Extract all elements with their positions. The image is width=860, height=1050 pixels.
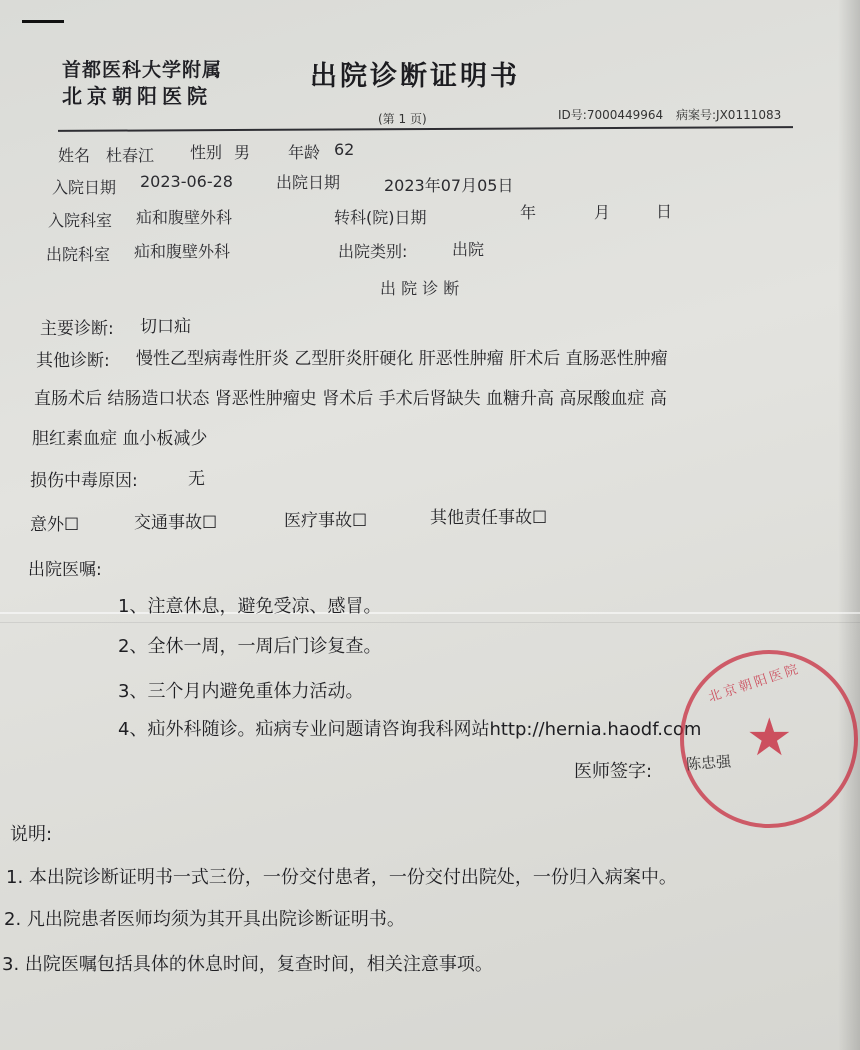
injury-cause: 无 bbox=[188, 469, 205, 489]
other-diagnosis-line2: 直肠术后 结肠造口状态 肾恶性肿瘤史 肾术后 手术后肾缺失 血糖升高 高尿酸血症 高 bbox=[34, 389, 667, 409]
discharge-dept-label: 出院科室 bbox=[46, 245, 111, 264]
patient-name: 杜春江 bbox=[106, 146, 155, 165]
sex-label: 性别 bbox=[190, 143, 223, 162]
hospital-name-line2: 北京朝阳医院 bbox=[62, 84, 212, 108]
injury-cause-label: 损伤中毒原因: bbox=[30, 471, 138, 491]
stamp-arc-text: 北京朝阳医院 bbox=[706, 661, 803, 706]
discharge-dept: 疝和腹壁外科 bbox=[134, 242, 231, 261]
patient-age: 62 bbox=[334, 140, 355, 159]
discharge-type: 出院 bbox=[452, 240, 485, 259]
advice-item-1: 1、注意休息，避免受凉、感冒。 bbox=[118, 596, 382, 617]
other-diagnosis-label: 其他诊断: bbox=[36, 351, 110, 371]
discharge-date: 2023年07月05日 bbox=[384, 176, 514, 195]
age-label: 年龄 bbox=[288, 143, 321, 162]
paper-fold-shadow bbox=[0, 622, 860, 623]
transfer-day: 日 bbox=[656, 202, 673, 221]
discharge-type-label: 出院类别: bbox=[338, 242, 408, 261]
advice-item-4: 4、疝外科随诊。疝病专业问题请咨询我科网站http://hernia.haodf.com bbox=[118, 719, 702, 740]
advice-label: 出院医嘱: bbox=[28, 560, 102, 580]
advice-item-2: 2、全休一周，一周后门诊复查。 bbox=[118, 636, 382, 657]
traffic-accident-checkbox: 交通事故☐ bbox=[134, 513, 218, 533]
discharge-date-label: 出院日期 bbox=[276, 173, 341, 192]
admit-dept-label: 入院科室 bbox=[48, 211, 113, 230]
diagnosis-section-title: 出 院 诊 断 bbox=[380, 279, 460, 298]
doctor-signature-label: 医师签字: bbox=[574, 761, 653, 782]
document-title: 出院诊断证明书 bbox=[310, 61, 520, 92]
page-number: (第 1 页) bbox=[378, 112, 427, 126]
name-label: 姓名 bbox=[58, 146, 91, 165]
note-item-1: 1. 本出院诊断证明书一式三份，一份交付患者，一份交付出院处，一份归入病案中。 bbox=[6, 867, 677, 888]
transfer-date-label: 转科(院)日期 bbox=[334, 208, 427, 227]
corner-mark bbox=[22, 20, 64, 23]
other-diagnosis-line3: 胆红素血症 血小板减少 bbox=[32, 429, 208, 449]
other-diagnosis-line1: 慢性乙型病毒性肝炎 乙型肝炎肝硬化 肝恶性肿瘤 肝术后 直肠恶性肿瘤 bbox=[136, 349, 668, 369]
transfer-year: 年 bbox=[520, 203, 537, 222]
main-diagnosis-label: 主要诊断: bbox=[40, 319, 114, 339]
stamp-star-icon: ★ bbox=[746, 708, 793, 768]
medical-accident-checkbox: 医疗事故☐ bbox=[284, 511, 368, 531]
doctor-signature: 陈忠强 bbox=[685, 752, 732, 774]
notes-label: 说明: bbox=[10, 824, 53, 845]
patient-sex: 男 bbox=[234, 143, 251, 162]
official-stamp bbox=[680, 650, 858, 828]
admit-date-label: 入院日期 bbox=[52, 178, 117, 197]
main-diagnosis: 切口疝 bbox=[140, 317, 191, 337]
other-accident-checkbox: 其他责任事故☐ bbox=[430, 508, 548, 528]
accident-checkbox: 意外☐ bbox=[30, 515, 80, 535]
transfer-month: 月 bbox=[594, 203, 611, 222]
hospital-name-line1: 首都医科大学附属 bbox=[62, 59, 223, 81]
admit-date: 2023-06-28 bbox=[140, 172, 233, 191]
paper-edge-shadow bbox=[838, 0, 860, 1050]
note-item-3: 3. 出院医嘱包括具体的休息时间，复查时间，相关注意事项。 bbox=[2, 954, 493, 975]
id-number: ID号:7000449964 bbox=[558, 108, 664, 122]
advice-item-3: 3、三个月内避免重体力活动。 bbox=[118, 681, 364, 702]
note-item-2: 2. 凡出院患者医师均须为其开具出院诊断证明书。 bbox=[4, 909, 405, 930]
record-number: 病案号:JX0111083 bbox=[676, 108, 782, 122]
admit-dept: 疝和腹壁外科 bbox=[136, 208, 233, 227]
